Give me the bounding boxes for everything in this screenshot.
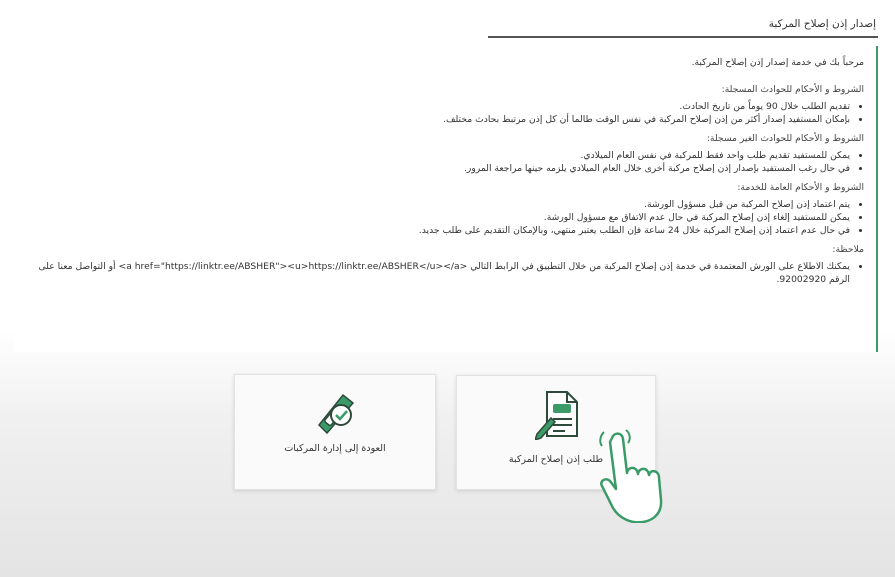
list-item: • في حال عدم اعتماد إذن إصلاح المركبة خلال 24 ساعة فإن الطلب يعتبر منتهي، وبالإمكان التقديم على طلب جديد. bbox=[22, 224, 850, 237]
request-repair-permit-label: طلب إذن إصلاح المركبة bbox=[508, 454, 604, 465]
back-to-vehicles-button[interactable] bbox=[234, 374, 436, 490]
list-item: • يتم اعتماد إذن إصلاح المركبة من قبل مسؤول الورشة. bbox=[22, 198, 850, 211]
vehicle-check-icon bbox=[313, 389, 359, 439]
list-item: • تقديم الطلب خلال 90 يوماً من تاريخ الحادث. bbox=[22, 100, 850, 113]
page-title: إصدار إذن إصلاح المركبة bbox=[768, 18, 876, 30]
section-heading: ملاحظة: bbox=[832, 244, 864, 255]
list-item: • يمكنك الاطلاع على الورش المعتمدة في خدمة إذن إصلاح المركبة من خلال التطبيق في الرابط التالي <a href="https://linktr.ee/ABSHER"><u>https://linktr.ee/ABSHER</u></a> أو التواصل معنا على الرقم 92002920. bbox=[22, 260, 850, 286]
pointer-hand-icon bbox=[598, 428, 678, 523]
intro-text: مرحباً بك في خدمة إصدار إذن إصلاح المركبة. bbox=[691, 57, 864, 68]
section-heading: الشروط و الأحكام للحوادث المسجلة: bbox=[721, 84, 864, 95]
terms-list bbox=[22, 100, 864, 126]
terms-content bbox=[22, 56, 864, 292]
terms-list bbox=[22, 260, 864, 286]
list-item: • يمكن للمستفيد تقديم طلب واحد فقط للمركبة في نفس العام الميلادي. bbox=[22, 149, 850, 162]
terms-list bbox=[22, 198, 864, 237]
document-icon bbox=[535, 390, 583, 440]
list-item: • في حال رغب المستفيد بإصدار إذن إصلاح مركبة أخرى خلال العام الميلادي يلزمه حينها مراجعة المرور. bbox=[22, 162, 850, 175]
section-heading: الشروط و الأحكام العامة للخدمة: bbox=[737, 182, 864, 193]
list-item: • يمكن للمستفيد إلغاء إذن إصلاح المركبة في حال عدم الاتفاق مع مسؤول الورشة. bbox=[22, 211, 850, 224]
terms-list bbox=[22, 149, 864, 175]
breadcrumb bbox=[488, 12, 878, 38]
back-to-vehicles-label: العودة إلى إدارة المركبات bbox=[284, 443, 386, 454]
section-heading: الشروط و الأحكام للحوادث الغير مسجلة: bbox=[706, 133, 864, 144]
terms-panel bbox=[14, 46, 878, 352]
list-item: • بإمكان المستفيد إصدار أكثر من إذن إصلاح المركبة في نفس الوقت طالما أن كل إذن مرتبط بحادث مختلف. bbox=[22, 113, 850, 126]
